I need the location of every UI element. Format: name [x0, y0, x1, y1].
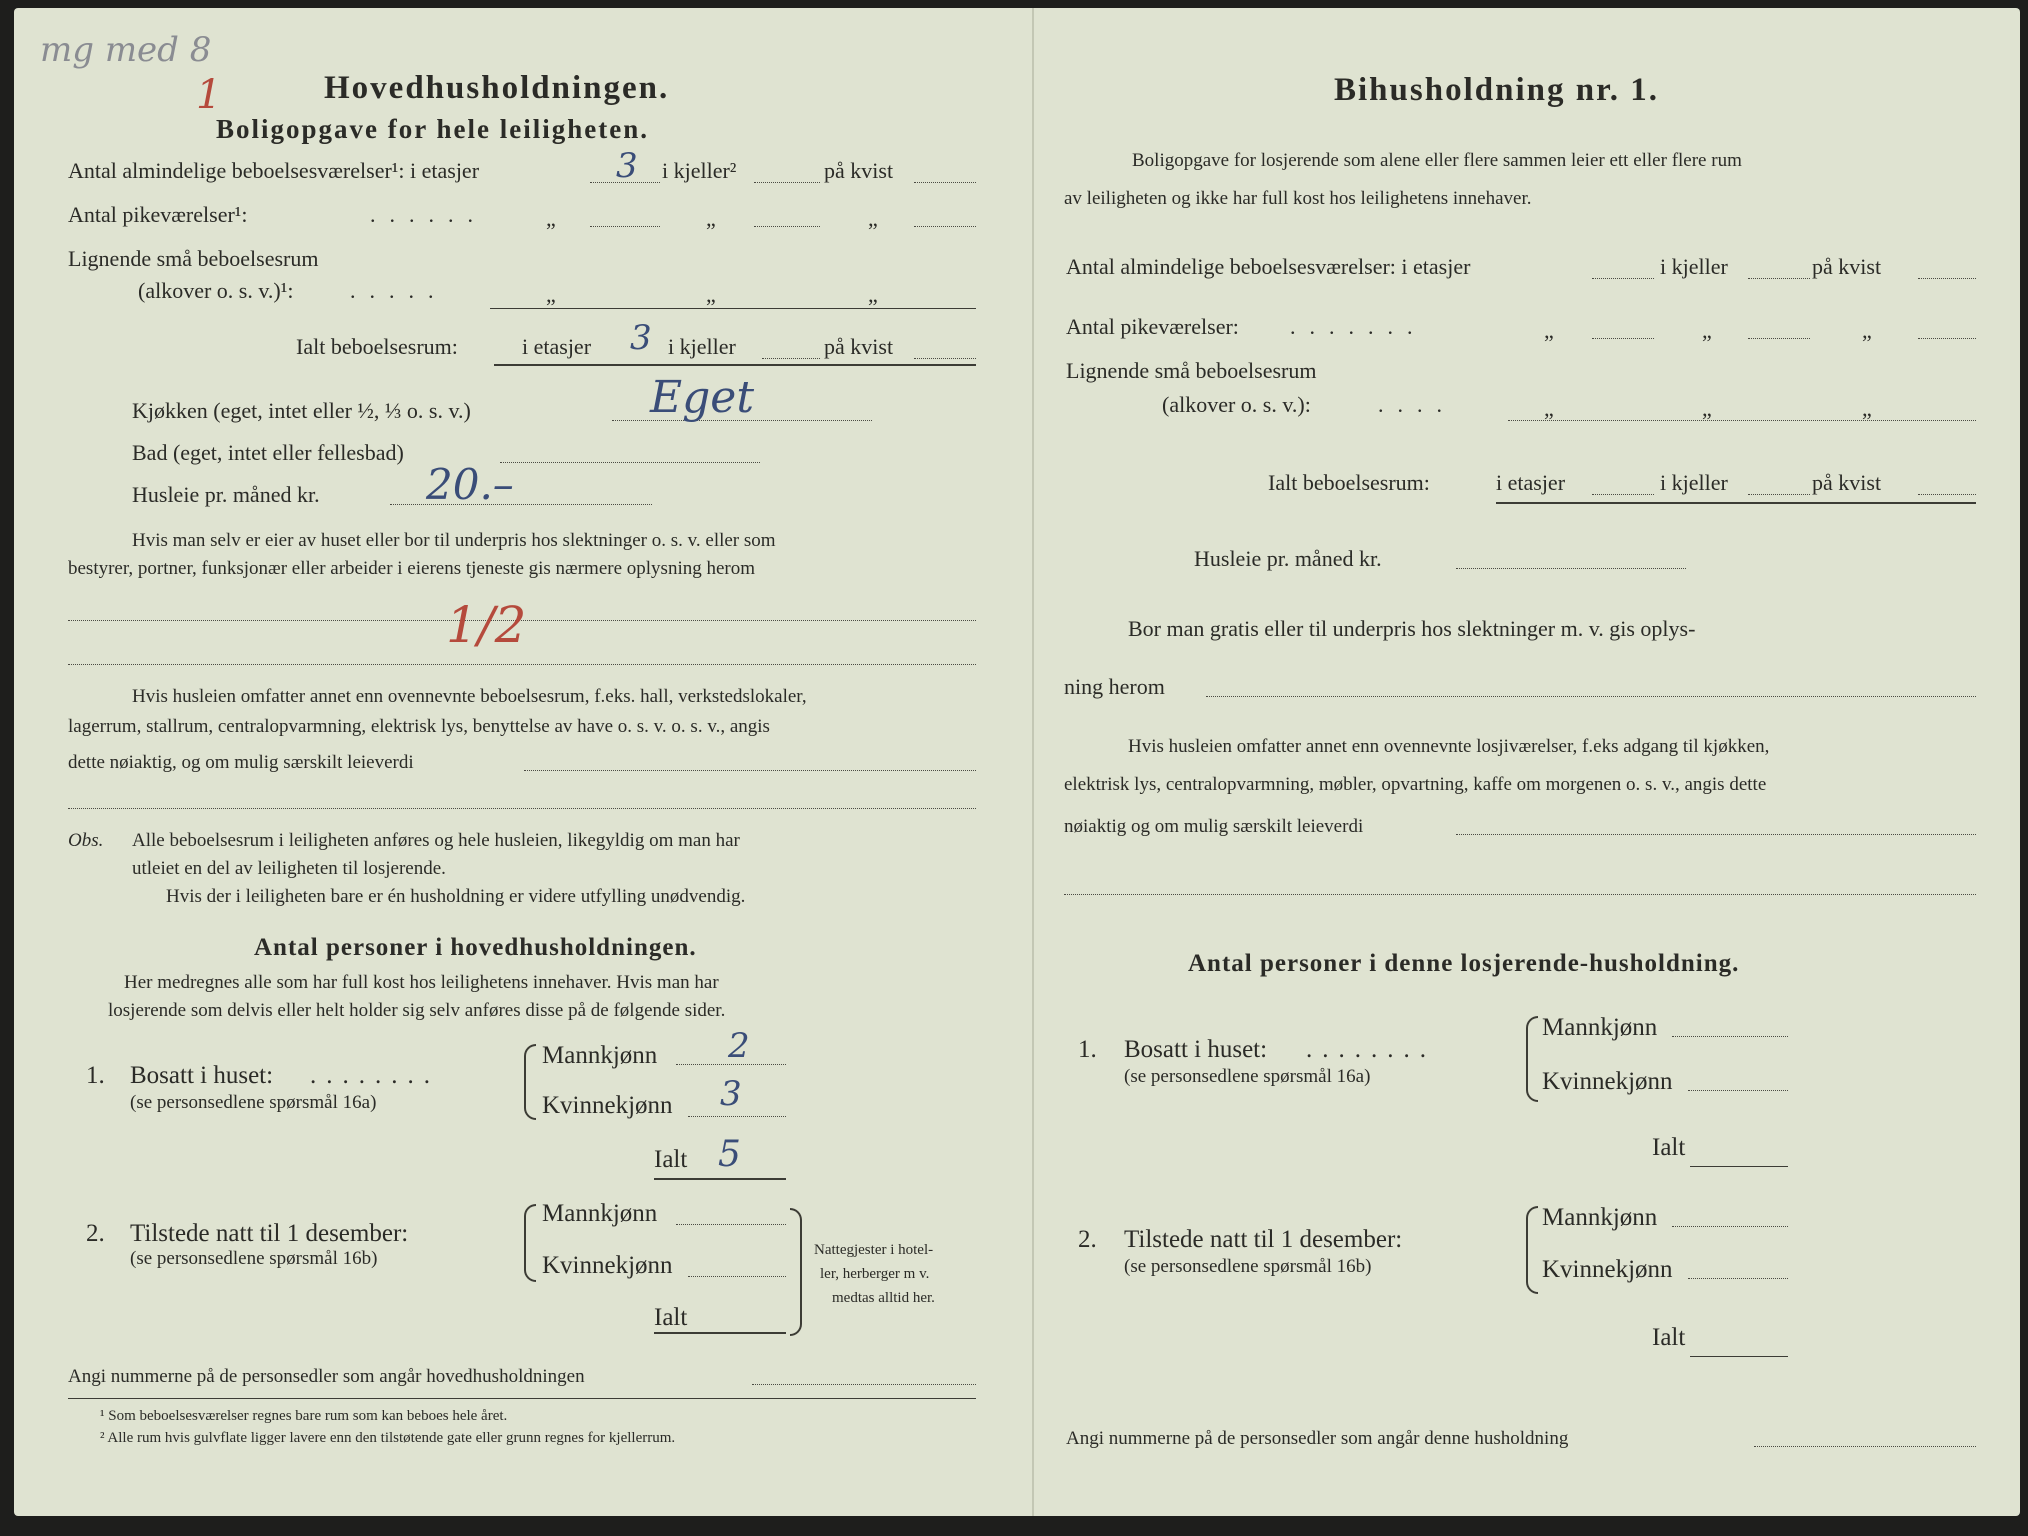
- left-subtitle: Boligopgave for hele leiligheten.: [216, 114, 649, 144]
- right-title: Bihusholdning nr. 1.: [1334, 72, 1659, 108]
- r1-kvist-right: på kvist: [1812, 254, 1882, 279]
- r4-etasjer-right: i etasjer: [1496, 470, 1566, 495]
- q1-mann-right: Mannkjønn: [1542, 1014, 1658, 1041]
- obs-prefix: Obs.: [68, 830, 104, 851]
- husleie-label: Husleie pr. måned kr.: [132, 482, 320, 507]
- r4-label: Ialt beboelsesrum:: [296, 334, 458, 359]
- q2-mann-right: Mannkjønn: [1542, 1204, 1658, 1231]
- r4-etasjer-value: 3: [630, 318, 652, 358]
- q2-label-right: Tilstede natt til 1 desember:: [1124, 1226, 1403, 1253]
- corner-annotation: mg med 8: [40, 30, 212, 70]
- r4-kjeller-right: i kjeller: [1660, 470, 1728, 495]
- r1-label: Antal almindelige beboelsesværelser¹: i etasjer: [68, 158, 480, 183]
- r1-kjeller-right: i kjeller: [1660, 254, 1728, 279]
- r3b-label-right: (alkover o. s. v.):: [1162, 392, 1311, 417]
- q2-mann-label: Mannkjønn: [542, 1200, 658, 1227]
- r4-kjeller-label: i kjeller: [668, 334, 736, 359]
- q1-kvinne-label: Kvinnekjønn: [542, 1092, 673, 1119]
- r1-kjeller-label: i kjeller²: [662, 158, 737, 183]
- q1-label: Bosatt i huset:: [130, 1062, 274, 1089]
- r3b-label: (alkover o. s. v.)¹:: [138, 278, 294, 303]
- right-angi: Angi nummerne på de personsedler som angår denne husholdning: [1066, 1428, 1569, 1449]
- r4-kvist-right: på kvist: [1812, 470, 1882, 495]
- q1-label-right: Bosatt i huset:: [1124, 1036, 1268, 1063]
- q1-ialt-value: 5: [718, 1134, 741, 1175]
- kjokken-label: Kjøkken (eget, intet eller ½, ⅓ o. s. v.): [132, 398, 471, 423]
- q1-kvinne-right: Kvinnekjønn: [1542, 1068, 1673, 1095]
- q2-ialt-label: Ialt: [654, 1304, 688, 1331]
- q1-kvinne-value: 3: [720, 1074, 742, 1114]
- page-fold: [1032, 8, 1034, 1516]
- r2-label-right: Antal pikeværelser:: [1066, 314, 1239, 339]
- r3a-label: Lignende små beboelsesrum: [68, 246, 319, 271]
- r1-label-right: Antal almindelige beboelsesværelser: i etasjer: [1066, 254, 1471, 279]
- q1-mann-value: 2: [728, 1026, 750, 1066]
- r4-kvist-label: på kvist: [824, 334, 894, 359]
- r4-etasjer-label: i etasjer: [522, 334, 592, 359]
- left-angi: Angi nummerne på de personsedler som angår hovedhusholdningen: [68, 1366, 585, 1387]
- husleie-value: 20.–: [426, 460, 514, 509]
- q2-label: Tilstede natt til 1 desember:: [130, 1220, 409, 1247]
- husleie-label-right: Husleie pr. måned kr.: [1194, 546, 1382, 571]
- left-title: Hovedhusholdningen.: [324, 70, 670, 106]
- red-page-mark: 1: [196, 72, 222, 118]
- left-persons-title: Antal personer i hovedhusholdningen.: [254, 934, 697, 961]
- q1-mann-label: Mannkjønn: [542, 1042, 658, 1069]
- r2-label: Antal pikeværelser¹:: [68, 202, 248, 227]
- q1-ialt-right: Ialt: [1652, 1134, 1686, 1161]
- q2-kvinne-right: Kvinnekjønn: [1542, 1256, 1673, 1283]
- q2-kvinne-label: Kvinnekjønn: [542, 1252, 673, 1279]
- right-persons-title: Antal personer i denne losjerende-husholdning.: [1188, 950, 1740, 977]
- r1-etasjer-value: 3: [616, 146, 638, 186]
- q1-ialt-label: Ialt: [654, 1146, 688, 1173]
- bad-label: Bad (eget, intet eller fellesbad): [132, 440, 404, 465]
- r4-label-right: Ialt beboelsesrum:: [1268, 470, 1430, 495]
- red-fraction-mark: 1/2: [446, 596, 527, 654]
- r1-kvist-label: på kvist: [824, 158, 894, 183]
- q2-ialt-right: Ialt: [1652, 1324, 1686, 1351]
- r3a-label-right: Lignende små beboelsesrum: [1066, 358, 1317, 383]
- kjokken-value: Eget: [650, 372, 755, 423]
